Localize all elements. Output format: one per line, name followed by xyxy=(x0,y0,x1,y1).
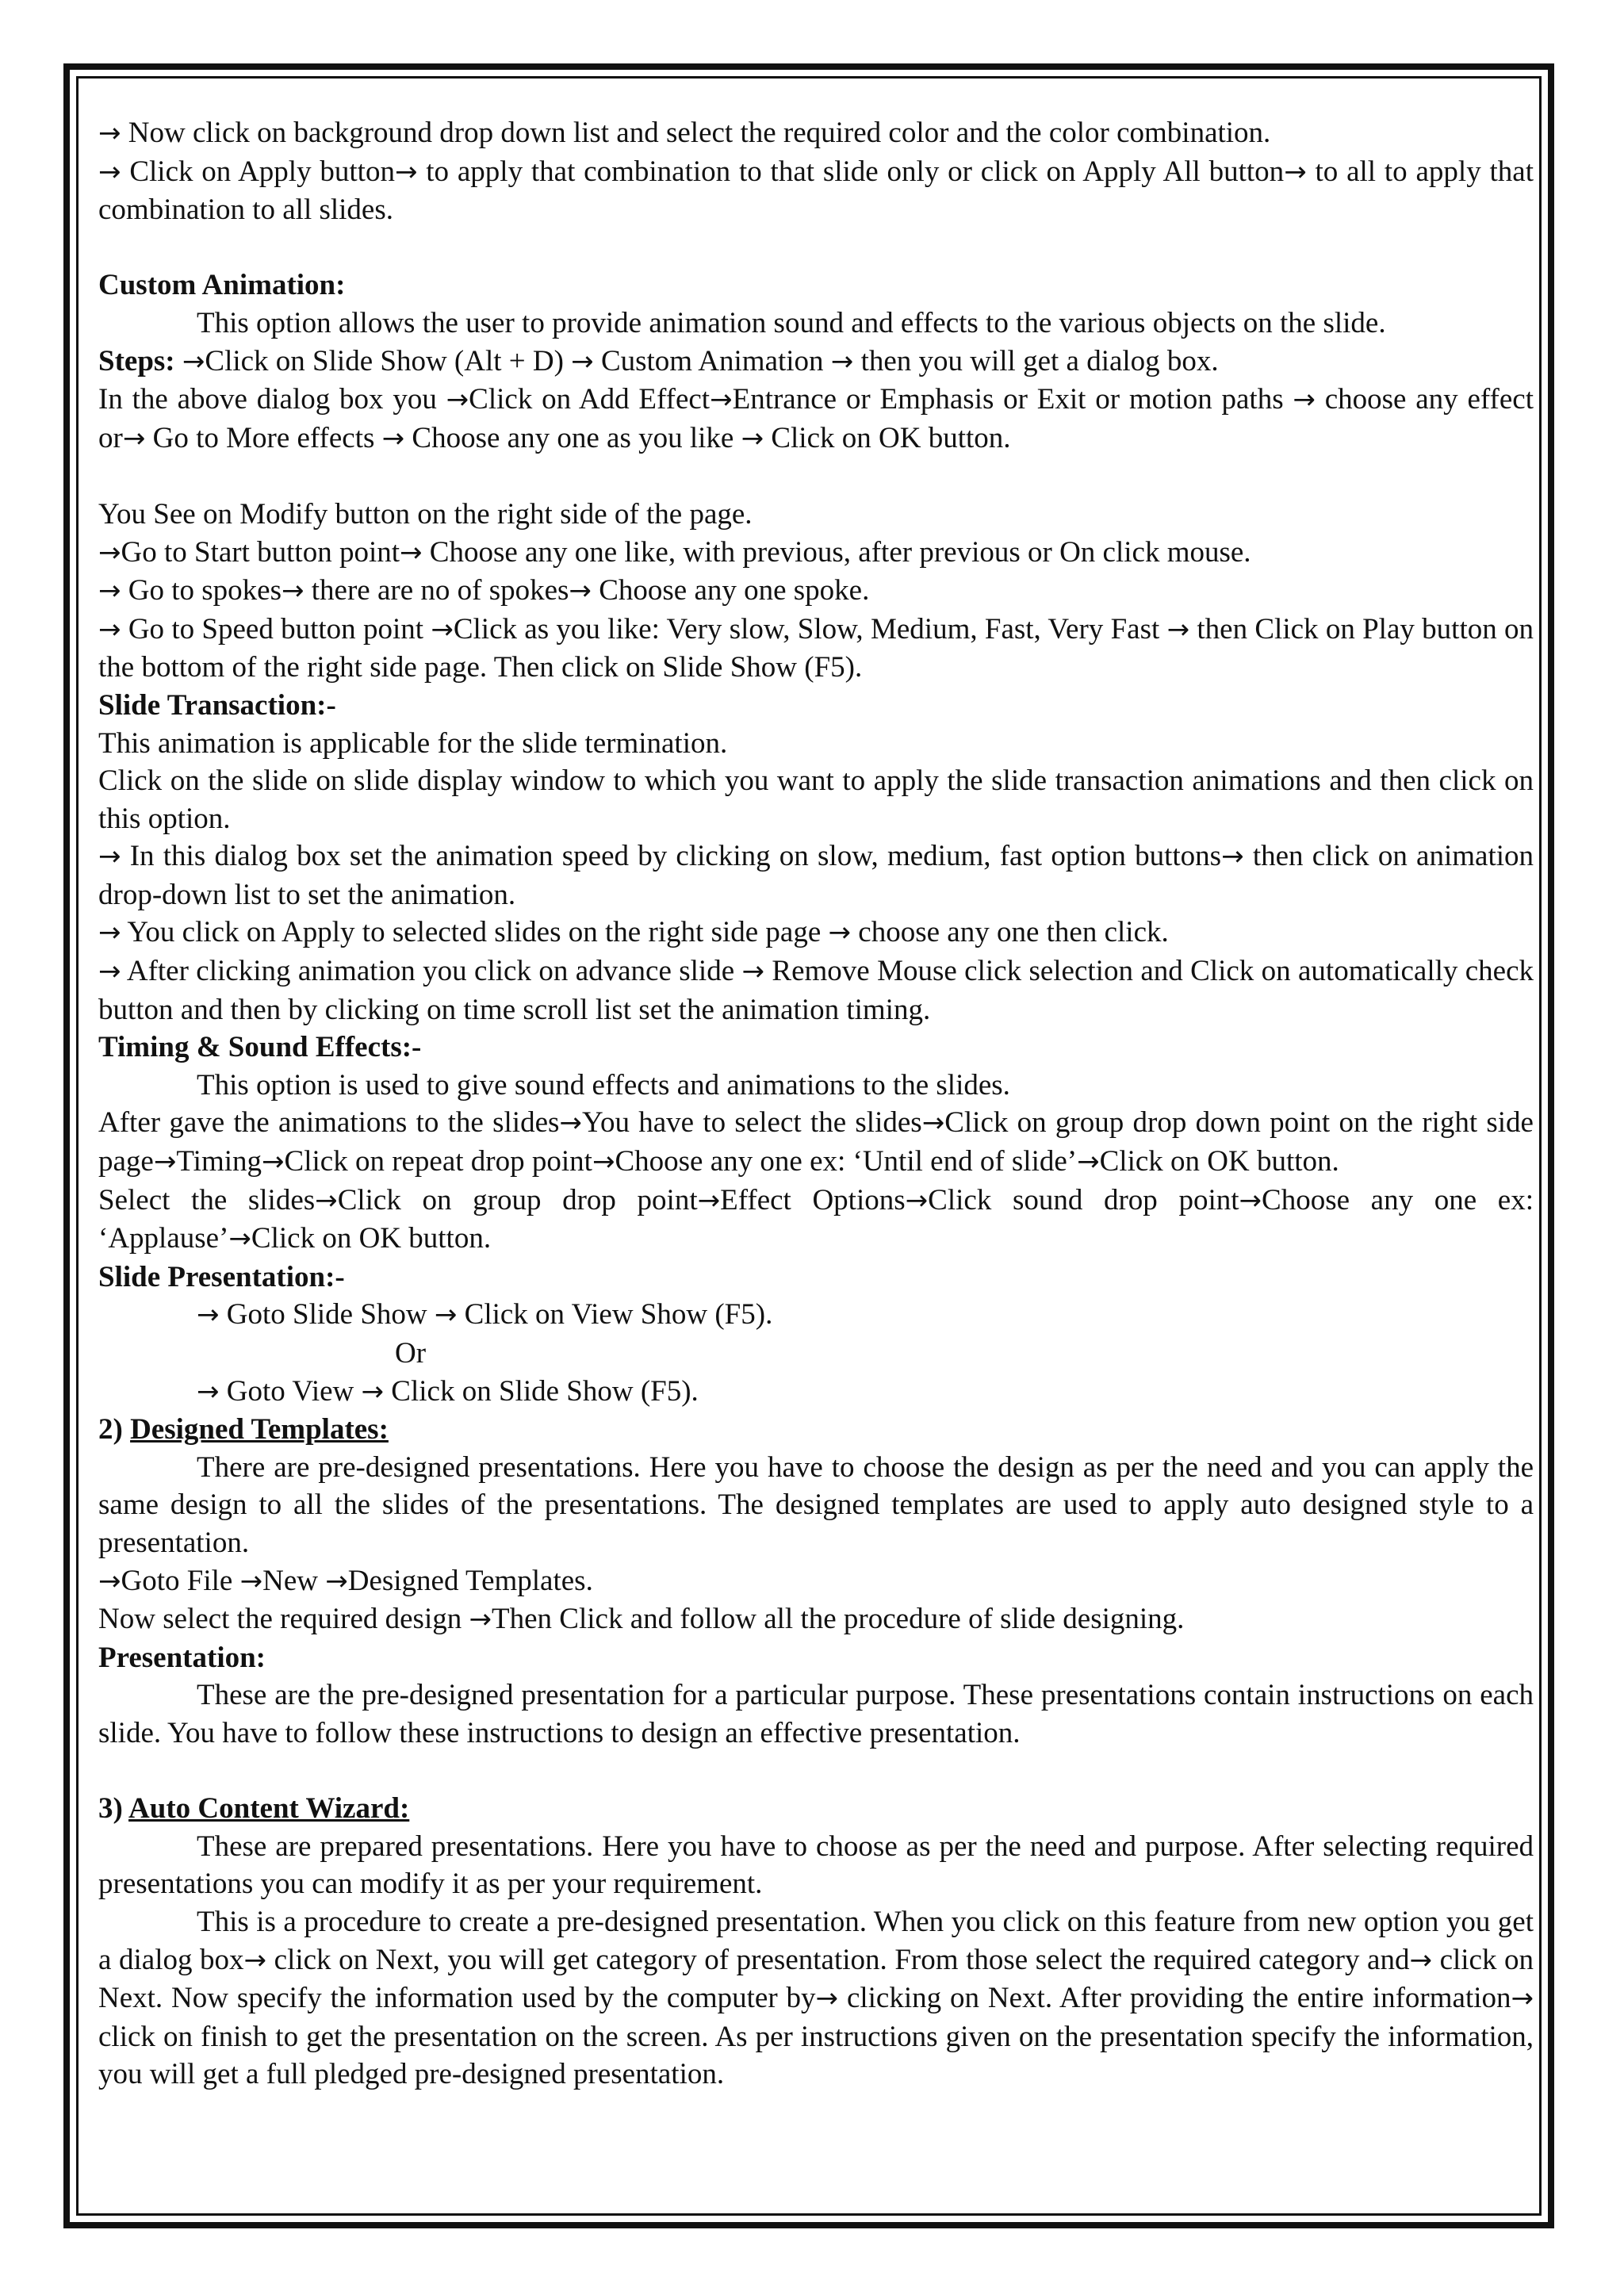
paragraph-background-dropdown: → Now click on background drop down list and select the required color and the color combination. xyxy=(98,117,1271,149)
arrow-right-icon: → xyxy=(741,956,765,988)
arrow-right-icon: → xyxy=(571,345,594,377)
paragraph-presentation-1: → Goto Slide Show → Click on View Show (F5). xyxy=(197,1298,773,1331)
arrow-right-icon: → xyxy=(1221,841,1244,873)
paragraph-wizard-2: This is a procedure to create a pre-designed presentation. When you click on this feature from new option you get a dialog box→ click on Next, you will get category of presentation. From those select the required category and→ click on Next. Now specify the information used by the computer by→ clicking on Next. After providing the entire information→ click on finish to get the presentation on the screen. As per instructions given on the presentation specify the information, you will get a full pledged pre-designed presentation. xyxy=(98,1905,1534,2091)
arrow-right-icon: → xyxy=(1284,155,1307,188)
arrow-right-icon: → xyxy=(592,1146,615,1178)
arrow-right-icon: → xyxy=(559,1107,582,1140)
paragraph-transaction-5: → After clicking animation you click on advance slide → Remove Mouse click selection and Click on automatically check button and then by clicking on time scroll list set the animation timing. xyxy=(98,955,1534,1026)
paragraph-start-button: →Go to Start button point→ Choose any one like, with previous, after previous or On click mouse. xyxy=(98,535,1251,569)
arrow-right-icon: → xyxy=(905,1184,929,1216)
arrow-right-icon: → xyxy=(446,384,469,416)
arrow-right-icon: → xyxy=(228,1223,251,1255)
arrow-right-icon: → xyxy=(828,917,852,949)
arrow-right-icon: → xyxy=(1077,1146,1100,1178)
arrow-right-icon: → xyxy=(282,575,304,607)
paragraph-transaction-1: This animation is applicable for the slide termination. xyxy=(98,726,728,760)
arrow-right-icon: → xyxy=(98,1565,121,1597)
paragraph-transaction-4: → You click on Apply to selected slides on the right side page → choose any one then click. xyxy=(98,916,1169,949)
arrow-right-icon: → xyxy=(1166,613,1190,646)
arrow-right-icon: → xyxy=(434,1299,458,1331)
arrow-right-icon: → xyxy=(98,155,121,188)
paragraph-modify: You See on Modify button on the right side of the page. xyxy=(98,497,753,531)
arrow-right-icon: → xyxy=(98,536,121,569)
paragraph-transaction-3: → In this dialog box set the animation speed by clicking on slow, medium, fast option buttons→ then click on animation drop-down list to set the animation. xyxy=(98,840,1534,911)
heading-auto-content-wizard: 3) Auto Content Wizard: xyxy=(98,1792,410,1826)
arrow-right-icon: → xyxy=(98,117,121,149)
heading-presentation: Presentation: xyxy=(98,1641,266,1674)
paragraph-templates-2: →Goto File →New →Designed Templates. xyxy=(98,1564,593,1597)
paragraph-apply-button: → Click on Apply button→ to apply that combination to that slide only or click on Apply All button→ to all to apply that combination to all slides. xyxy=(98,155,1534,227)
arrow-right-icon: → xyxy=(1239,1184,1262,1216)
arrow-right-icon: → xyxy=(361,1375,385,1408)
arrow-right-icon: → xyxy=(122,422,146,454)
arrow-right-icon: → xyxy=(815,1983,839,2015)
arrow-right-icon: → xyxy=(262,1146,285,1178)
arrow-right-icon: → xyxy=(469,1603,492,1636)
arrow-right-icon: → xyxy=(197,1299,220,1331)
arrow-right-icon: → xyxy=(400,536,423,569)
arrow-right-icon: → xyxy=(830,345,854,377)
heading-designed-templates: 2) Designed Templates: xyxy=(98,1413,389,1446)
paragraph-timing-1: After gave the animations to the slides→You have to select the slides→Click on group drop down point on the right side page→Timing→Click on repeat drop point→Choose any one ex: ‘Until end of slide’→Click on OK button. xyxy=(98,1106,1534,1178)
paragraph-timing-intro: This option is used to give sound effects and animations to the slides. xyxy=(197,1068,1010,1102)
spacer xyxy=(98,458,1534,496)
paragraph-speed-button: → Go to Speed button point →Click as you like: Very slow, Slow, Medium, Fast, Very Fast → then Click on Play button on the bottom of the right side page. Then click on Slide Show (F5). xyxy=(98,612,1534,684)
arrow-right-icon: → xyxy=(569,575,592,607)
arrow-right-icon: → xyxy=(1293,384,1316,416)
arrow-right-icon: → xyxy=(153,1146,177,1178)
spacer xyxy=(98,1753,1534,1791)
paragraph-dialog-box: In the above dialog box you →Click on Add Effect→Entrance or Emphasis or Exit or motion paths → choose any effect or→ Go to More effects → Choose any one as you like → Click on OK button. xyxy=(98,383,1534,454)
paragraph-custom-animation-intro: This option allows the user to provide animation sound and effects to the various objects on the slide. xyxy=(197,306,1386,339)
heading-slide-transaction: Slide Transaction:- xyxy=(98,688,336,722)
paragraph-or: Or xyxy=(395,1337,427,1370)
arrow-right-icon: → xyxy=(98,917,121,949)
heading-custom-animation: Custom Animation: xyxy=(98,269,346,302)
arrow-right-icon: → xyxy=(98,956,121,988)
paragraph-presentation-2: → Goto View → Click on Slide Show (F5). xyxy=(197,1374,699,1408)
paragraph-wizard-1: These are prepared presentations. Here you have to choose as per the need and purpose. After selecting required presentations you can modify it as per your requirement. xyxy=(98,1829,1534,1901)
paragraph-steps: Steps: →Click on Slide Show (Alt + D) → Custom Animation → then you will get a dialog box. xyxy=(98,344,1219,377)
arrow-right-icon: → xyxy=(98,613,121,646)
heading-timing-sound: Timing & Sound Effects:- xyxy=(98,1031,422,1064)
arrow-right-icon: → xyxy=(197,1375,220,1408)
spacer xyxy=(98,229,1534,267)
arrow-right-icon: → xyxy=(1511,1983,1534,2015)
paragraph-templates-1: There are pre-designed presentations. Here you have to choose the design as per the need and you can apply the same design to all the slides of the presentations. The designed templates are used to apply auto designed style to a presentation. xyxy=(98,1450,1534,1559)
paragraph-spokes: → Go to spokes→ there are no of spokes→ Choose any one spoke. xyxy=(98,574,870,607)
arrow-right-icon: → xyxy=(98,575,121,607)
arrow-right-icon: → xyxy=(243,1944,267,1976)
paragraph-templates-3: Now select the required design →Then Click and follow all the procedure of slide designing. xyxy=(98,1603,1185,1636)
arrow-right-icon: → xyxy=(431,613,454,646)
heading-slide-presentation: Slide Presentation:- xyxy=(98,1260,345,1293)
arrow-right-icon: → xyxy=(921,1107,945,1140)
arrow-right-icon: → xyxy=(394,155,418,188)
arrow-right-icon: → xyxy=(239,1565,263,1597)
paragraph-transaction-2: Click on the slide on slide display window to which you want to apply the slide transaction animations and then click on this option. xyxy=(98,764,1534,835)
arrow-right-icon: → xyxy=(182,345,205,377)
paragraph-timing-2: Select the slides→Click on group drop point→Effect Options→Click sound drop point→Choose any one ex: ‘Applause’→Click on OK button. xyxy=(98,1183,1534,1255)
arrow-right-icon: → xyxy=(710,384,733,416)
arrow-right-icon: → xyxy=(741,422,764,454)
arrow-right-icon: → xyxy=(98,841,121,873)
arrow-right-icon: → xyxy=(1409,1944,1432,1976)
paragraph-presentation: These are the pre-designed presentation for a particular purpose. These presentations contain instructions on each slide. You have to follow these instructions to design an effective presentation. xyxy=(98,1679,1534,1749)
arrow-right-icon: → xyxy=(315,1184,338,1216)
document-body xyxy=(98,114,1534,2094)
arrow-right-icon: → xyxy=(381,422,405,454)
arrow-right-icon: → xyxy=(697,1184,721,1216)
arrow-right-icon: → xyxy=(325,1565,348,1597)
